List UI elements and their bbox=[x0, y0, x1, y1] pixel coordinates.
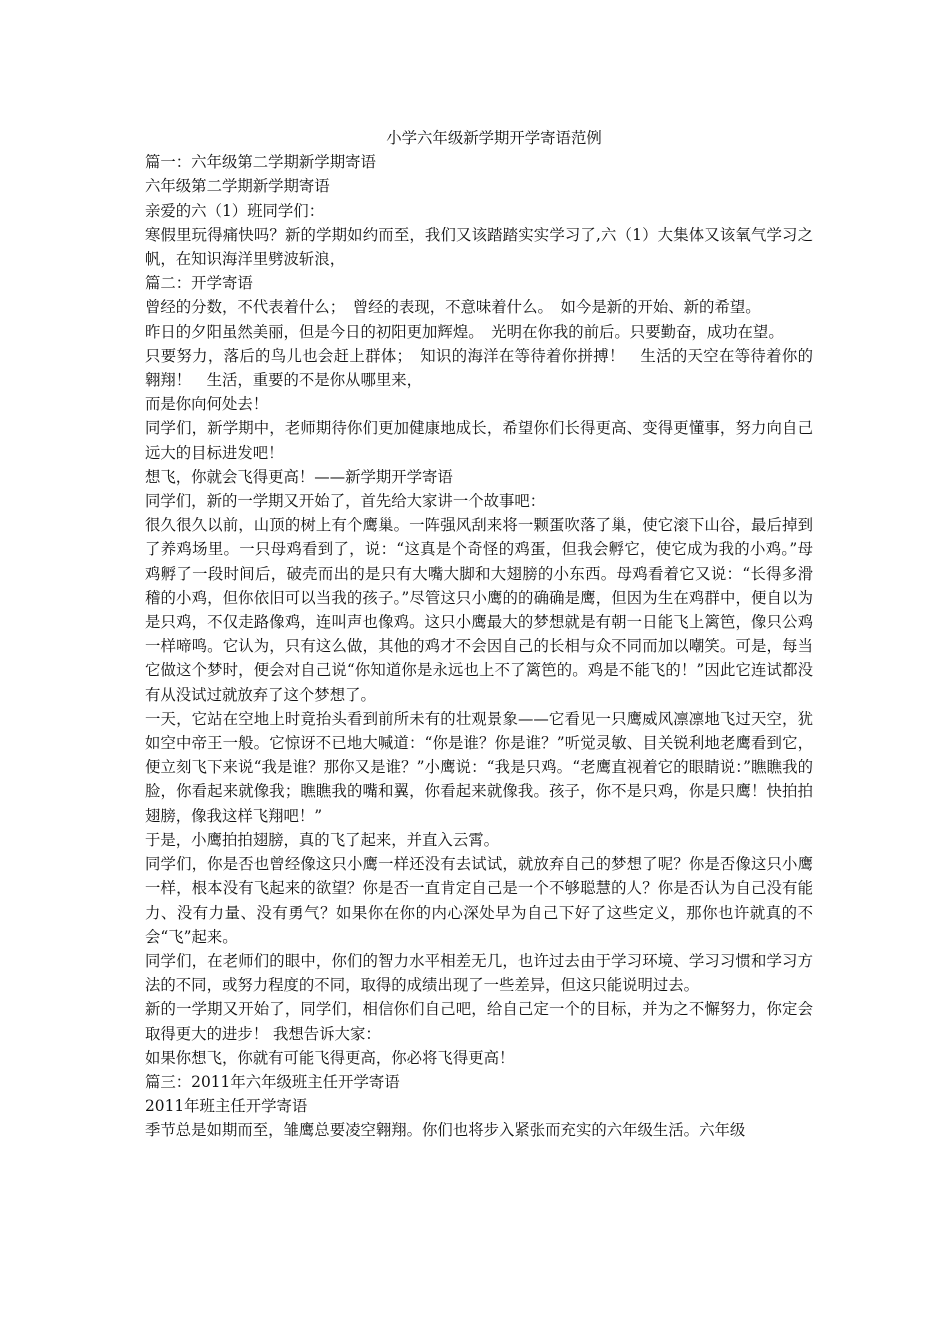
paragraph: 季节总是如期而至，雏鹰总要凌空翱翔。你们也将步入紧张而充实的六年级生活。六年级 bbox=[145, 1121, 746, 1140]
paragraph: 新的一学期又开始了，同学们，相信你们自己吧，给自己定一个的目标，并为之不懈努力，你定会取得更大的进步！ 我想告诉大家： bbox=[145, 1000, 813, 1043]
section-heading: 篇三：2011年六年级班主任开学寄语 bbox=[145, 1072, 400, 1091]
paragraph: 同学们，在老师们的眼中，你们的智力水平相差无几，也许过去由于学习环境、学习习惯和学习方法的不同，或努力程度的不同，取得的成绩出现了一些差异，但这只能说明过去。 bbox=[145, 951, 813, 995]
section-heading: 篇二：开学寄语 bbox=[145, 274, 253, 293]
paragraph: 而是你向何处去！ bbox=[145, 395, 269, 414]
paragraph: 如果你想飞，你就有可能飞得更高，你必将飞得更高！ bbox=[145, 1048, 515, 1067]
paragraph: 亲爱的六（1）班同学们： bbox=[145, 201, 325, 220]
paragraph: 同学们，新的一学期又开始了，首先给大家讲一个故事吧： bbox=[145, 492, 546, 511]
paragraph: 同学们，新学期中，老师期待你们更加健康地成长，希望你们长得更高、变得更懂事，努力向自己远大的目标进发吧！ bbox=[145, 419, 813, 462]
document-title: 小学六年级新学期开学寄语范例 bbox=[386, 129, 602, 147]
document-body bbox=[145, 150, 813, 1142]
paragraph: 很久很久以前，山顶的树上有个鹰巢。一阵强风刮来将一颗蛋吹落了巢，使它滚下山谷，最后掉到了养鸡场里。一只母鸡看到了，说：“这真是个奇怪的鸡蛋，但我会孵它，使它成为我的小鸡。”母鸡孵了一段时间后，破壳而出的是只有大嘴大脚和大翅膀的小东西。母鸡看着它又说：“长得多滑稽的小鸡，但你依旧可以当我的孩子。”尽管这只小鹰的的确确是鹰，但因为生在鸡群中，便自以为是只鸡，不仅走路像鸡，连叫声也像鸡。这只小鹰最大的梦想就是有朝一日能飞上篱笆，像只公鸡一样啼鸣。它认为，只有这么做，其他的鸡才不会因自己的长相与众不同而加以嘲笑。可是，每当它做这个梦时，便会对自己说“你知道你是永远也上不了篱笆的。鸡是不能飞的！”因此它连试都没有从没试过就放弃了这个梦想了。 bbox=[145, 516, 813, 704]
paragraph: 想飞，你就会飞得更高！——新学期开学寄语 bbox=[145, 467, 453, 486]
paragraph: 一天，它站在空地上时竟抬头看到前所未有的壮观景象——它看见一只鹰威风凛凛地飞过天空，犹如空中帝王一般。它惊讶不已地大喊道：“你是谁？你是谁？”听觉灵敏、目关锐利地老鹰看到它，便立刻飞下来说“我是谁？那你又是谁？”小鹰说：“我是只鸡。“老鹰直视着它的眼睛说：”瞧瞧我的脸，你看起来就像我；瞧瞧我的嘴和翼，你看起来就像我。孩子，你不是只鸡，你是只鹰！快拍拍翅膀，像我这样飞翔吧！” bbox=[145, 709, 813, 825]
paragraph: 寒假里玩得痛快吗？新的学期如约而至，我们又该踏踏实实学习了,六（1）大集体又该氧气学习之帆，在知识海洋里劈波斩浪， bbox=[145, 225, 813, 269]
paragraph: 昨日的夕阳虽然美丽，但是今日的初阳更加辉煌。 光明在你我的前后。只要勤奋，成功在望。 bbox=[145, 322, 784, 341]
paragraph: 六年级第二学期新学期寄语 bbox=[145, 177, 330, 196]
paragraph: 曾经的分数，不代表着什么； 曾经的表现，不意味着什么。 如今是新的开始、新的希望。 bbox=[145, 298, 761, 317]
paragraph: 于是，小鹰拍拍翅膀，真的飞了起来，并直入云霄。 bbox=[145, 830, 499, 849]
paragraph: 只要努力，落后的鸟儿也会赶上群体； 知识的海洋在等待着你拼搏！ 生活的天空在等待着你的翱翔！ 生活，重要的不是你从哪里来， bbox=[145, 346, 813, 390]
document-page bbox=[145, 126, 813, 1143]
paragraph: 同学们，你是否也曾经像这只小鹰一样还没有去试试，就放弃自己的梦想了呢？你是否像这只小鹰一样，根本没有飞起来的欲望？你是否一直肯定自己是一个不够聪慧的人？你是否认为自己没有能力、没有力量、没有勇气？如果你在你的内心深处早为自己下好了这些定义，那你也许就真的不会“飞”起来。 bbox=[145, 855, 813, 946]
paragraph: 2011年班主任开学寄语 bbox=[145, 1097, 308, 1116]
paragraph: 篇一：六年级第二学期新学期寄语 bbox=[145, 153, 376, 172]
